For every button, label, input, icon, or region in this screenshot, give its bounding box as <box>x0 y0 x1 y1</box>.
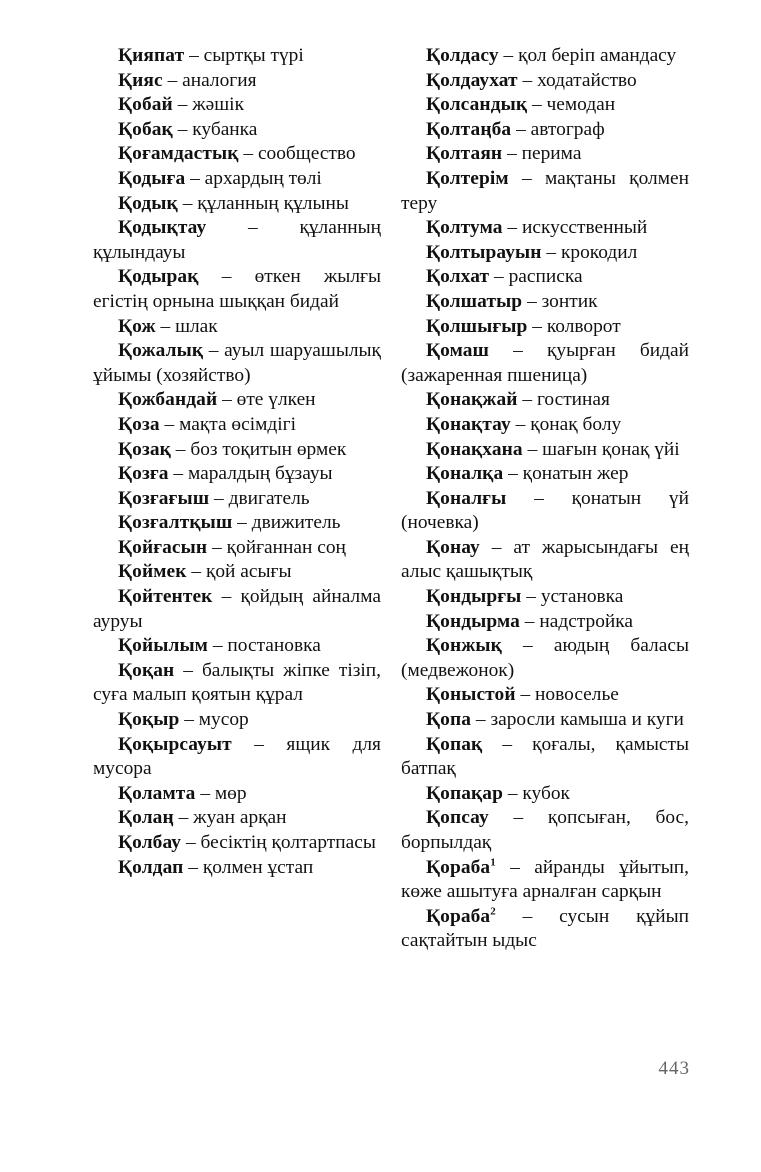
entry-definition: сообщество <box>257 143 356 165</box>
dictionary-entry <box>401 733 689 782</box>
entry-headword: Қонақжай <box>426 389 518 411</box>
dictionary-entry <box>401 290 689 315</box>
entry-dash: – <box>191 561 202 583</box>
entry-headword: Қолтума <box>426 217 503 239</box>
entry-definition: расписка <box>508 266 583 288</box>
entry-definition: гостиная <box>536 389 610 411</box>
entry-definition: мақта өсімдігі <box>179 413 296 435</box>
dictionary-entry <box>93 192 381 217</box>
entry-dash: – <box>182 192 193 214</box>
dictionary-entry <box>401 462 689 487</box>
entry-headword: Қодыға <box>118 167 186 189</box>
entry-headword: Қолаң <box>118 807 174 829</box>
entry-headword: Қолдаухат <box>426 69 518 91</box>
entry-definition: двигатель <box>228 487 310 509</box>
entry-definition: мусор <box>198 709 249 731</box>
entry-headword: Қондырма <box>426 610 520 632</box>
entry-dash: – <box>175 438 186 460</box>
entry-headword: Қозға <box>118 463 169 485</box>
dictionary-entry <box>93 44 381 69</box>
entry-definition: қой асығы <box>205 561 292 583</box>
entry-definition: архардың төлі <box>204 167 322 189</box>
entry-headword: Қодырақ <box>118 266 199 288</box>
entry-headword: Қоқан <box>118 659 175 681</box>
dictionary-entry <box>401 44 689 69</box>
entry-dash: – <box>214 487 224 509</box>
entry-definition: перима <box>521 143 582 165</box>
entry-dash: – <box>527 290 537 312</box>
entry-dash: – <box>222 389 232 411</box>
entry-dash: – <box>173 463 184 485</box>
entry-dash: – <box>160 315 171 337</box>
dictionary-entry <box>401 167 689 216</box>
entry-dash: – <box>243 143 254 165</box>
entry-dash: – <box>507 782 518 804</box>
entry-headword: Қобай <box>118 94 173 116</box>
dictionary-entry <box>401 93 689 118</box>
dictionary-entry <box>93 536 381 561</box>
dictionary-entry <box>93 315 381 340</box>
entry-headword: Қоналғы <box>426 487 507 509</box>
entry-headword: Қолхат <box>426 266 490 288</box>
page-number: 443 <box>658 1058 690 1079</box>
entry-headword: Қолсандық <box>426 94 528 116</box>
entry-dash: – <box>177 118 188 140</box>
entry-definition: өте үлкен <box>236 389 316 411</box>
dictionary-entry <box>93 339 381 388</box>
dictionary-entry <box>401 610 689 635</box>
entry-definition: колворот <box>546 315 621 337</box>
dictionary-entry <box>93 265 381 314</box>
entry-definition: ящик для мусора <box>93 733 381 780</box>
entry-dash: – <box>221 266 232 288</box>
entry-definition: маралдың бұзауы <box>187 463 333 485</box>
entry-definition: айранды ұйытып, көже ашытуға арналған сарқын <box>401 856 689 903</box>
dictionary-entry <box>93 216 381 265</box>
homonym-number: 2 <box>490 905 496 918</box>
dictionary-entry <box>401 339 689 388</box>
dictionary-entry <box>93 462 381 487</box>
entry-headword: Қонақтау <box>426 413 511 435</box>
dictionary-entry <box>401 905 689 954</box>
dictionary-entry <box>401 634 689 683</box>
dictionary-entry <box>401 856 689 905</box>
entry-definition: кубанка <box>192 118 258 140</box>
entry-dash: – <box>513 340 523 362</box>
dictionary-entry <box>93 634 381 659</box>
entry-headword: Қоқырсауыт <box>118 733 232 755</box>
dictionary-entry <box>93 118 381 143</box>
entry-dash: – <box>515 413 526 435</box>
entry-definition: мақтаны қолмен теру <box>401 167 689 214</box>
entry-headword: Қойылым <box>118 635 208 657</box>
entry-dash: – <box>524 610 535 632</box>
entry-definition: аналогия <box>182 69 257 91</box>
entry-dash: – <box>178 807 189 829</box>
entry-headword: Қожалық <box>118 340 204 362</box>
entry-headword: Қоламта <box>118 782 196 804</box>
entry-definition: құланның құлыны <box>197 192 349 214</box>
dictionary-entry <box>401 536 689 585</box>
entry-dash: – <box>200 782 211 804</box>
entry-definition: аюдың баласы (медвежонок) <box>401 635 689 681</box>
entry-dash: – <box>183 659 193 681</box>
entry-headword: Қозғалтқыш <box>118 512 233 534</box>
entry-definition: новоселье <box>535 684 619 706</box>
dictionary-entry <box>401 265 689 290</box>
entry-definition: сыртқы түрі <box>203 45 304 66</box>
right-column <box>401 44 689 954</box>
entry-headword: Қожбандай <box>118 389 218 411</box>
entry-dash: – <box>177 94 188 116</box>
entry-dash: – <box>190 167 200 189</box>
entry-definition: кубок <box>522 782 570 804</box>
entry-headword: Қоза <box>118 413 160 435</box>
entry-dash: – <box>546 241 557 263</box>
entry-definition: установка <box>540 586 624 608</box>
entry-definition: қуырған бидай (зажаренная пшеница) <box>401 340 689 386</box>
entry-dash: – <box>531 94 542 116</box>
entry-dash: – <box>510 856 520 878</box>
entry-definition: балықты жіпке тізіп, суға малып қоятын құрал <box>93 659 381 706</box>
entry-dash: – <box>189 45 199 66</box>
entry-headword: Қозақ <box>118 438 171 460</box>
entry-headword: Қонау <box>426 536 480 558</box>
entry-definition: бесіктің қолтартпасы <box>200 832 376 853</box>
entry-dash: – <box>167 69 178 91</box>
entry-headword: Қияпат <box>118 45 185 66</box>
left-column <box>93 44 381 880</box>
entry-dash: – <box>522 389 533 411</box>
entry-headword: Қойтентек <box>118 586 213 608</box>
dictionary-entry <box>93 93 381 118</box>
dictionary-entry <box>93 69 381 94</box>
entry-headword: Қобақ <box>118 118 173 140</box>
entry-definition: қопсыған, бос, борпылдақ <box>401 807 689 853</box>
entry-headword: Қопа <box>426 709 472 731</box>
dictionary-entry <box>401 487 689 536</box>
entry-definition: искусственный <box>521 217 648 239</box>
dictionary-entry <box>401 585 689 610</box>
entry-definition: қонақ болу <box>530 413 622 435</box>
entry-headword: Қоймек <box>118 561 187 583</box>
dictionary-entry <box>401 69 689 94</box>
entry-headword: Қонжық <box>426 635 502 657</box>
entry-dash: – <box>527 438 538 460</box>
dictionary-entry <box>401 782 689 807</box>
entry-dash: – <box>534 487 544 509</box>
dictionary-entry <box>93 487 381 512</box>
entry-headword: Қодық <box>118 192 178 214</box>
entry-headword: Қоналқа <box>426 463 504 485</box>
entry-headword: Қолтаңба <box>426 118 512 140</box>
entry-definition: движитель <box>251 512 341 534</box>
entry-headword: Қоныстой <box>426 684 516 706</box>
entry-definition: шлак <box>175 315 218 337</box>
entry-headword: Қомаш <box>426 340 490 362</box>
entry-definition: құланның құлындауы <box>93 217 381 263</box>
dictionary-entry <box>93 511 381 536</box>
entry-definition: шағын қонақ үйі <box>542 438 680 460</box>
entry-definition: қонатын жер <box>522 463 629 485</box>
entry-dash: – <box>221 586 232 608</box>
entry-dash: – <box>184 709 194 731</box>
entry-dash: – <box>212 536 222 558</box>
entry-definition: боз тоқитын өрмек <box>190 438 347 460</box>
entry-headword: Қож <box>118 315 156 337</box>
entry-definition: қол беріп амандасу <box>518 45 677 66</box>
dictionary-entry <box>401 708 689 733</box>
entry-dash: – <box>212 635 223 657</box>
entry-definition: надстройка <box>539 610 634 632</box>
dictionary-entry <box>93 413 381 438</box>
entry-dash: – <box>532 315 542 337</box>
entry-dash: – <box>491 536 502 558</box>
entry-definition: зонтик <box>541 290 598 312</box>
entry-definition: қонатын үй (ночевка) <box>401 487 689 534</box>
dictionary-entry <box>401 388 689 413</box>
dictionary-entry <box>401 683 689 708</box>
dictionary-entry <box>93 142 381 167</box>
entry-definition: қойғаннан соң <box>226 536 346 558</box>
entry-definition: өткен жылғы егістің орнына шыққан бидай <box>93 266 381 312</box>
entry-dash: – <box>502 733 513 755</box>
entry-definition: жәшік <box>192 94 244 116</box>
dictionary-entry <box>401 413 689 438</box>
entry-headword: Қораба <box>426 856 491 878</box>
entry-headword: Қолдап <box>118 856 184 878</box>
entry-dash: – <box>254 733 264 755</box>
entry-definition: мөр <box>214 782 247 804</box>
dictionary-entry <box>93 560 381 585</box>
entry-definition: автограф <box>530 118 605 140</box>
entry-definition: крокодил <box>560 241 638 263</box>
entry-dash: – <box>513 807 524 829</box>
entry-headword: Қолдасу <box>426 45 499 66</box>
entry-definition: сусын құйып сақтайтын ыдыс <box>401 905 689 952</box>
entry-headword: Қолбау <box>118 832 182 853</box>
entry-headword: Қондырғы <box>426 586 522 608</box>
entry-definition: қоғалы, қамысты батпақ <box>401 733 689 780</box>
entry-dash: – <box>522 167 532 189</box>
entry-headword: Қолтырауын <box>426 241 542 263</box>
entry-dash: – <box>520 684 531 706</box>
dictionary-entry <box>93 585 381 634</box>
entry-definition: постановка <box>227 635 321 657</box>
dictionary-entry <box>93 167 381 192</box>
entry-dash: – <box>516 118 526 140</box>
entry-definition: жуан арқан <box>193 807 287 829</box>
dictionary-entry <box>93 806 381 831</box>
entry-headword: Қоқыр <box>118 709 180 731</box>
entry-dash: – <box>507 143 517 165</box>
entry-definition: заросли камыша и куги <box>490 709 684 731</box>
entry-dash: – <box>522 69 533 91</box>
entry-headword: Қияс <box>118 69 163 91</box>
entry-headword: Қойғасын <box>118 536 208 558</box>
entry-headword: Қопақар <box>426 782 503 804</box>
entry-dash: – <box>494 266 504 288</box>
entry-headword: Қодықтау <box>118 217 207 239</box>
dictionary-entry <box>401 315 689 340</box>
entry-definition: қойдың айналма ауруы <box>93 586 381 632</box>
entry-dash: – <box>248 217 258 239</box>
entry-definition: ат жарысындағы ең алыс қашықтық <box>401 536 689 583</box>
entry-headword: Қопсау <box>426 807 489 829</box>
entry-headword: Қораба <box>426 905 491 927</box>
entry-definition: ауыл шаруашылық ұйымы (хозяйство) <box>93 340 381 386</box>
entry-headword: Қолтерім <box>426 167 509 189</box>
entry-dash: – <box>475 709 486 731</box>
dictionary-entry <box>401 118 689 143</box>
entry-headword: Қозғағыш <box>118 487 210 509</box>
entry-headword: Қопақ <box>426 733 483 755</box>
entry-headword: Қонақхана <box>426 438 523 460</box>
dictionary-entry <box>401 438 689 463</box>
dictionary-entry <box>401 142 689 167</box>
dictionary-entry <box>401 806 689 855</box>
dictionary-entry <box>401 241 689 266</box>
entry-headword: Қоғамдастық <box>118 143 239 165</box>
entry-dash: – <box>208 340 219 362</box>
dictionary-entry <box>93 438 381 463</box>
entry-dash: – <box>237 512 247 534</box>
dictionary-entry <box>93 831 381 856</box>
entry-dash: – <box>503 45 514 66</box>
dictionary-entry <box>401 216 689 241</box>
dictionary-entry <box>93 733 381 782</box>
entry-dash: – <box>526 586 536 608</box>
dictionary-entry <box>93 708 381 733</box>
entry-headword: Қолтаян <box>426 143 503 165</box>
entry-definition: ходатайство <box>537 69 637 91</box>
dictionary-entry <box>93 659 381 708</box>
entry-dash: – <box>185 832 196 853</box>
entry-dash: – <box>188 856 198 878</box>
dictionary-entry <box>93 782 381 807</box>
entry-dash: – <box>164 413 175 435</box>
entry-definition: қолмен ұстап <box>202 856 314 878</box>
homonym-number: 1 <box>490 856 496 869</box>
entry-headword: Қолшатыр <box>426 290 523 312</box>
dictionary-entry <box>93 856 381 881</box>
dictionary-entry <box>93 388 381 413</box>
entry-definition: чемодан <box>546 94 616 116</box>
entry-dash: – <box>522 905 533 927</box>
entry-dash: – <box>508 463 518 485</box>
entry-headword: Қолшығыр <box>426 315 528 337</box>
entry-dash: – <box>507 217 518 239</box>
entry-dash: – <box>523 635 533 657</box>
